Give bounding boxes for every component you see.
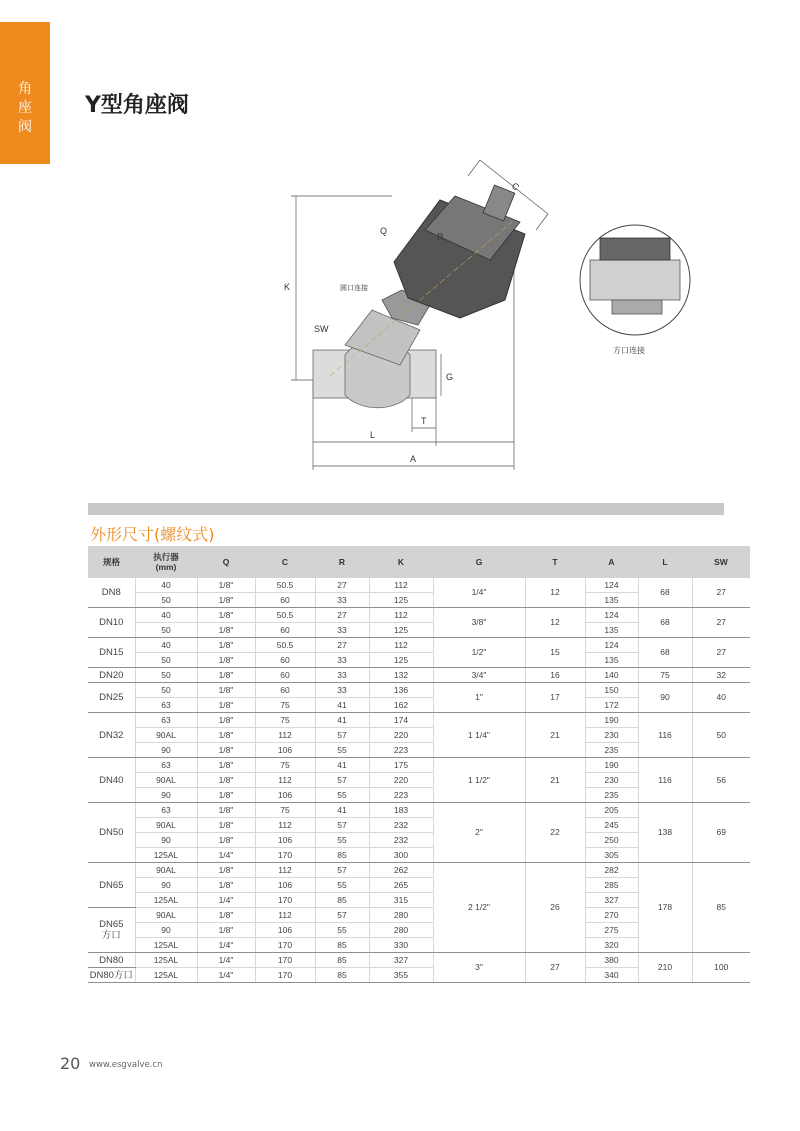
page-number: 20	[60, 1054, 81, 1073]
g-cell: 3/4"	[433, 668, 525, 683]
r-cell: 57	[315, 773, 369, 788]
sw-cell: 56	[692, 758, 750, 803]
t-label: T	[421, 416, 427, 426]
q-cell: 1/4"	[197, 938, 255, 953]
c-cell: 60	[255, 593, 315, 608]
g-cell: 3/8"	[433, 608, 525, 638]
c-cell: 75	[255, 803, 315, 818]
table-row	[88, 683, 750, 698]
header-c: C	[255, 546, 315, 578]
r-cell: 41	[315, 713, 369, 728]
a-cell: 230	[585, 773, 638, 788]
c-cell: 170	[255, 893, 315, 908]
c-cell: 112	[255, 908, 315, 923]
a-cell: 135	[585, 623, 638, 638]
g-cell: 2 1/2"	[433, 863, 525, 953]
r-cell: 27	[315, 638, 369, 653]
act-cell: 50	[135, 593, 197, 608]
t-cell: 15	[525, 638, 585, 668]
q-label: Q	[380, 226, 388, 236]
sw-cell: 85	[692, 863, 750, 953]
act-cell: 125AL	[135, 968, 197, 983]
act-cell: 90	[135, 923, 197, 938]
q-cell: 1/8"	[197, 668, 255, 683]
l-label: L	[370, 430, 376, 440]
a-cell: 250	[585, 833, 638, 848]
r-label: R	[437, 232, 444, 242]
l-cell: 116	[638, 713, 692, 758]
t-cell: 17	[525, 683, 585, 713]
table-row	[88, 863, 750, 878]
k-cell: 112	[369, 638, 433, 653]
header-q: Q	[197, 546, 255, 578]
r-cell: 33	[315, 683, 369, 698]
a-cell: 245	[585, 818, 638, 833]
header-sw: SW	[692, 546, 750, 578]
k-cell: 300	[369, 848, 433, 863]
a-cell: 172	[585, 698, 638, 713]
model-cell: DN20	[88, 668, 135, 683]
r-cell: 57	[315, 728, 369, 743]
g-label: G	[446, 372, 454, 382]
a-cell: 135	[585, 593, 638, 608]
c-cell: 50.5	[255, 578, 315, 593]
k-cell: 327	[369, 953, 433, 968]
act-cell: 50	[135, 668, 197, 683]
c-cell: 112	[255, 773, 315, 788]
act-cell: 50	[135, 683, 197, 698]
g-cell: 1/4"	[433, 578, 525, 608]
r-cell: 33	[315, 623, 369, 638]
q-cell: 1/8"	[197, 593, 255, 608]
act-cell: 90AL	[135, 818, 197, 833]
g-cell: 1/2"	[433, 638, 525, 668]
l-cell: 210	[638, 953, 692, 983]
model-cell: DN10	[88, 608, 135, 638]
r-cell: 41	[315, 698, 369, 713]
section-divider-bar	[88, 503, 724, 515]
k-cell: 136	[369, 683, 433, 698]
q-cell: 1/4"	[197, 953, 255, 968]
dimension-table	[88, 546, 750, 983]
k-cell: 232	[369, 833, 433, 848]
act-cell: 125AL	[135, 848, 197, 863]
model-cell: DN65 方口	[88, 908, 135, 953]
l-cell: 178	[638, 863, 692, 953]
a-cell: 205	[585, 803, 638, 818]
a-cell: 320	[585, 938, 638, 953]
act-cell: 125AL	[135, 953, 197, 968]
c-cell: 60	[255, 623, 315, 638]
q-cell: 1/8"	[197, 758, 255, 773]
act-cell: 40	[135, 578, 197, 593]
sw-cell: 32	[692, 668, 750, 683]
l-cell: 138	[638, 803, 692, 863]
k-cell: 223	[369, 743, 433, 758]
k-cell: 262	[369, 863, 433, 878]
side-tab-char: 座	[18, 100, 32, 116]
header-actuator: 执行器 (mm)	[135, 546, 197, 578]
q-cell: 1/8"	[197, 683, 255, 698]
q-cell: 1/8"	[197, 878, 255, 893]
g-cell: 1 1/4"	[433, 713, 525, 758]
model-cell: DN25	[88, 683, 135, 713]
a-cell: 190	[585, 758, 638, 773]
k-cell: 265	[369, 878, 433, 893]
q-cell: 1/4"	[197, 893, 255, 908]
act-cell: 90	[135, 743, 197, 758]
t-cell: 26	[525, 863, 585, 953]
model-cell: DN80	[88, 953, 135, 968]
c-cell: 75	[255, 758, 315, 773]
sw-cell: 27	[692, 578, 750, 608]
a-label: A	[410, 454, 417, 464]
sw-label: SW	[314, 324, 329, 334]
a-cell: 230	[585, 728, 638, 743]
r-cell: 27	[315, 608, 369, 623]
header-k: K	[369, 546, 433, 578]
header-a: A	[585, 546, 638, 578]
l-cell: 68	[638, 578, 692, 608]
r-cell: 57	[315, 863, 369, 878]
q-cell: 1/8"	[197, 698, 255, 713]
c-cell: 170	[255, 953, 315, 968]
a-cell: 140	[585, 668, 638, 683]
a-cell: 282	[585, 863, 638, 878]
k-cell: 232	[369, 818, 433, 833]
a-cell: 380	[585, 953, 638, 968]
act-cell: 90AL	[135, 863, 197, 878]
sw-cell: 69	[692, 803, 750, 863]
header-l: L	[638, 546, 692, 578]
q-cell: 1/8"	[197, 773, 255, 788]
r-cell: 41	[315, 758, 369, 773]
c-cell: 106	[255, 788, 315, 803]
k-cell: 125	[369, 653, 433, 668]
model-cell: DN8	[88, 578, 135, 608]
header-r: R	[315, 546, 369, 578]
r-cell: 33	[315, 593, 369, 608]
r-cell: 55	[315, 923, 369, 938]
q-cell: 1/8"	[197, 638, 255, 653]
q-cell: 1/8"	[197, 608, 255, 623]
l-cell: 116	[638, 758, 692, 803]
t-cell: 21	[525, 758, 585, 803]
table-row	[88, 953, 750, 968]
t-cell: 12	[525, 578, 585, 608]
act-cell: 40	[135, 638, 197, 653]
act-cell: 90	[135, 878, 197, 893]
t-cell: 21	[525, 713, 585, 758]
r-cell: 57	[315, 818, 369, 833]
q-cell: 1/8"	[197, 713, 255, 728]
c-cell: 60	[255, 683, 315, 698]
r-cell: 33	[315, 653, 369, 668]
q-cell: 1/8"	[197, 833, 255, 848]
q-cell: 1/8"	[197, 818, 255, 833]
a-cell: 124	[585, 608, 638, 623]
sw-cell: 27	[692, 608, 750, 638]
act-cell: 90	[135, 788, 197, 803]
model-cell: DN65	[88, 863, 135, 908]
model-cell: DN15	[88, 638, 135, 668]
q-cell: 1/8"	[197, 908, 255, 923]
table-row	[88, 668, 750, 683]
r-cell: 85	[315, 848, 369, 863]
a-cell: 190	[585, 713, 638, 728]
r-cell: 41	[315, 803, 369, 818]
k-cell: 315	[369, 893, 433, 908]
act-cell: 63	[135, 803, 197, 818]
k-cell: 280	[369, 923, 433, 938]
section-title: 外形尺寸(螺纹式)	[90, 525, 215, 544]
model-cell: DN80方口	[88, 968, 135, 983]
a-cell: 270	[585, 908, 638, 923]
l-cell: 68	[638, 638, 692, 668]
k-cell: 183	[369, 803, 433, 818]
c-cell: 106	[255, 833, 315, 848]
k-cell: 220	[369, 728, 433, 743]
q-cell: 1/8"	[197, 653, 255, 668]
c-cell: 170	[255, 968, 315, 983]
side-tab-char: 角	[18, 81, 32, 97]
table-row	[88, 608, 750, 623]
act-cell: 90AL	[135, 773, 197, 788]
g-cell: 1 1/2"	[433, 758, 525, 803]
q-cell: 1/8"	[197, 923, 255, 938]
a-cell: 285	[585, 878, 638, 893]
k-cell: 125	[369, 593, 433, 608]
table-row	[88, 638, 750, 653]
a-cell: 124	[585, 638, 638, 653]
q-cell: 1/8"	[197, 803, 255, 818]
g-cell: 2"	[433, 803, 525, 863]
g-cell: 3"	[433, 953, 525, 983]
c-cell: 170	[255, 938, 315, 953]
c-cell: 170	[255, 848, 315, 863]
t-cell: 22	[525, 803, 585, 863]
r-cell: 85	[315, 968, 369, 983]
table-row	[88, 713, 750, 728]
act-cell: 125AL	[135, 938, 197, 953]
c-cell: 106	[255, 923, 315, 938]
q-cell: 1/8"	[197, 578, 255, 593]
r-cell: 85	[315, 953, 369, 968]
act-cell: 40	[135, 608, 197, 623]
r-cell: 85	[315, 893, 369, 908]
q-cell: 1/8"	[197, 743, 255, 758]
q-cell: 1/8"	[197, 788, 255, 803]
l-cell: 68	[638, 608, 692, 638]
r-cell: 55	[315, 743, 369, 758]
c-cell: 75	[255, 698, 315, 713]
c-cell: 112	[255, 863, 315, 878]
k-cell: 330	[369, 938, 433, 953]
q-cell: 1/8"	[197, 728, 255, 743]
r-cell: 85	[315, 938, 369, 953]
k-cell: 355	[369, 968, 433, 983]
act-cell: 50	[135, 623, 197, 638]
c-cell: 112	[255, 728, 315, 743]
footer-url: www.esgvalve.cn	[89, 1060, 163, 1070]
r-cell: 27	[315, 578, 369, 593]
k-cell: 112	[369, 608, 433, 623]
k-cell: 174	[369, 713, 433, 728]
page-title: Y型角座阀	[85, 93, 189, 118]
l-cell: 75	[638, 668, 692, 683]
k-cell: 220	[369, 773, 433, 788]
a-cell: 275	[585, 923, 638, 938]
model-cell: DN40	[88, 758, 135, 803]
r-cell: 55	[315, 788, 369, 803]
thread-connection-label: 圆口连接	[340, 285, 368, 292]
act-cell: 50	[135, 653, 197, 668]
c-cell: 112	[255, 818, 315, 833]
a-cell: 305	[585, 848, 638, 863]
r-cell: 57	[315, 908, 369, 923]
side-category-tab	[0, 22, 50, 164]
a-cell: 235	[585, 743, 638, 758]
c-cell: 50.5	[255, 608, 315, 623]
k-cell: 175	[369, 758, 433, 773]
c-cell: 106	[255, 743, 315, 758]
table-row	[88, 803, 750, 818]
valve-dimension-diagram	[0, 150, 800, 490]
c-cell: 50.5	[255, 638, 315, 653]
sw-cell: 100	[692, 953, 750, 983]
r-cell: 55	[315, 878, 369, 893]
a-cell: 340	[585, 968, 638, 983]
t-cell: 12	[525, 608, 585, 638]
q-cell: 1/8"	[197, 623, 255, 638]
header-g: G	[433, 546, 525, 578]
k-cell: 132	[369, 668, 433, 683]
sw-cell: 50	[692, 713, 750, 758]
sw-cell: 40	[692, 683, 750, 713]
square-connection-detail	[580, 225, 690, 335]
c-cell: 75	[255, 713, 315, 728]
a-cell: 135	[585, 653, 638, 668]
c-label: C	[509, 180, 522, 193]
header-spec: 规格	[88, 546, 135, 578]
model-cell: DN32	[88, 713, 135, 758]
a-cell: 327	[585, 893, 638, 908]
q-cell: 1/8"	[197, 863, 255, 878]
act-cell: 63	[135, 758, 197, 773]
act-cell: 63	[135, 698, 197, 713]
table-row	[88, 758, 750, 773]
t-cell: 16	[525, 668, 585, 683]
a-cell: 124	[585, 578, 638, 593]
g-cell: 1"	[433, 683, 525, 713]
act-cell: 90AL	[135, 728, 197, 743]
act-cell: 63	[135, 713, 197, 728]
c-cell: 60	[255, 653, 315, 668]
l-cell: 90	[638, 683, 692, 713]
act-cell: 90	[135, 833, 197, 848]
side-tab-char: 阀	[18, 119, 32, 135]
k-cell: 125	[369, 623, 433, 638]
sw-cell: 27	[692, 638, 750, 668]
header-t: T	[525, 546, 585, 578]
r-cell: 33	[315, 668, 369, 683]
k-cell: 112	[369, 578, 433, 593]
k-cell: 280	[369, 908, 433, 923]
k-cell: 162	[369, 698, 433, 713]
act-cell: 90AL	[135, 908, 197, 923]
a-cell: 150	[585, 683, 638, 698]
act-cell: 125AL	[135, 893, 197, 908]
actuator-shape	[394, 185, 525, 318]
a-cell: 235	[585, 788, 638, 803]
model-cell: DN50	[88, 803, 135, 863]
q-cell: 1/4"	[197, 848, 255, 863]
c-cell: 106	[255, 878, 315, 893]
r-cell: 55	[315, 833, 369, 848]
k-cell: 223	[369, 788, 433, 803]
valve-body-shape	[313, 290, 436, 408]
c-cell: 60	[255, 668, 315, 683]
square-connection-label: 方口连接	[613, 346, 645, 355]
k-label: K	[284, 282, 291, 292]
table-header-row	[88, 546, 750, 578]
t-cell: 27	[525, 953, 585, 983]
table-row	[88, 578, 750, 593]
q-cell: 1/4"	[197, 968, 255, 983]
